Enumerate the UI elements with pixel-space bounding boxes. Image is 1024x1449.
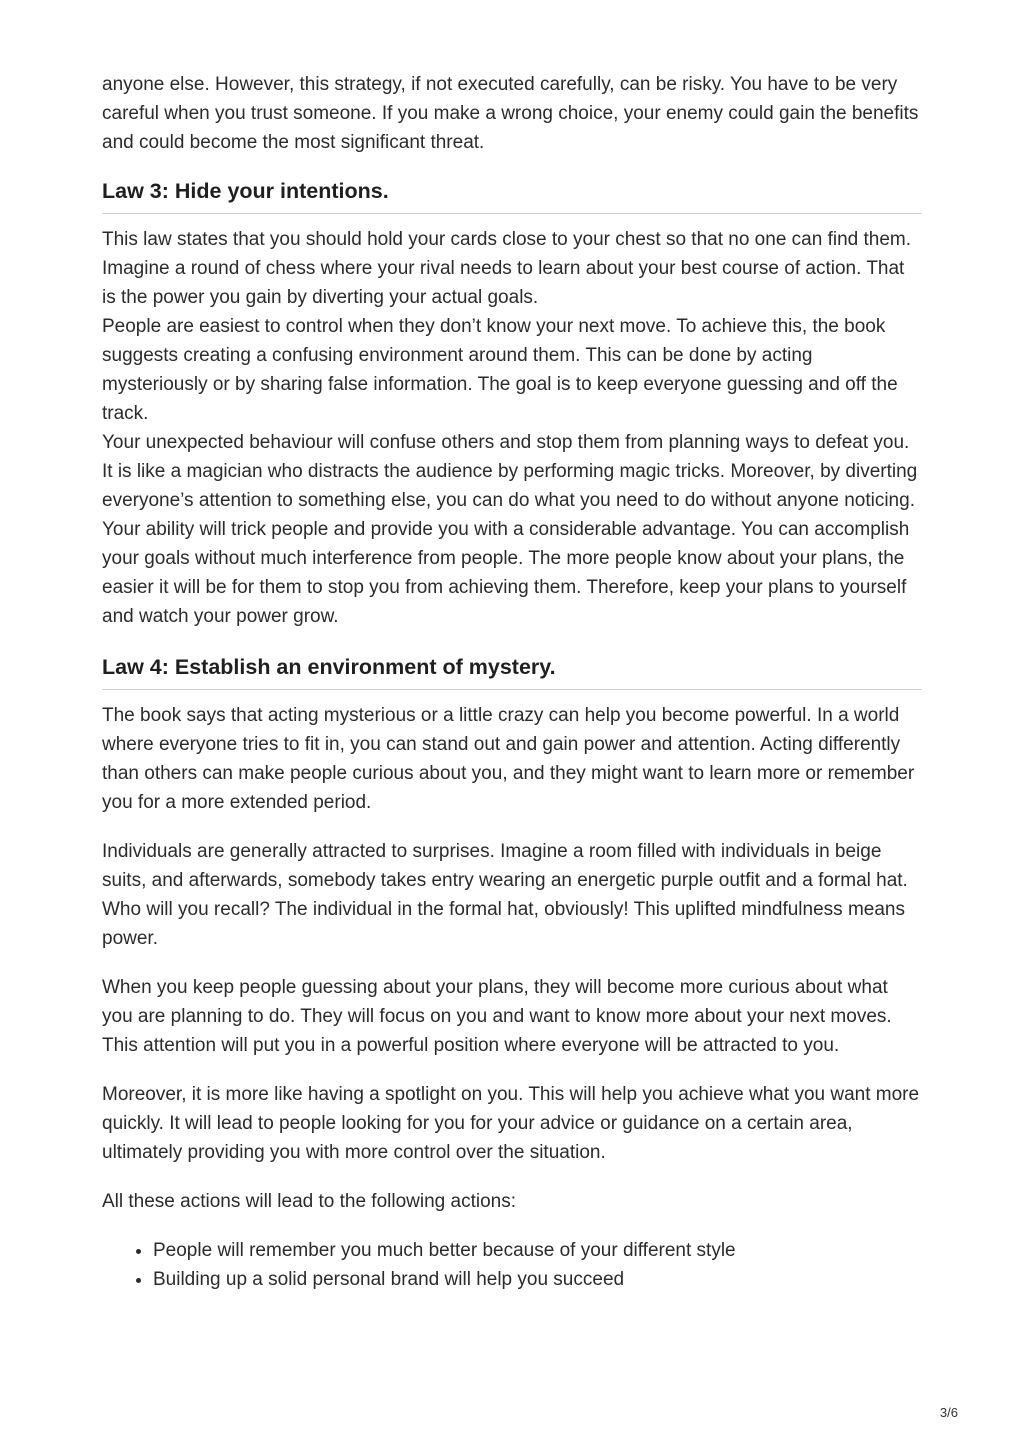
law3-paragraph-1: This law states that you should hold your cards close to your chest so that no one can find them. Imagine a round of chess where your rival needs to learn about your best course of action. That is the power you gain by diverting your actual goals.: [102, 229, 912, 308]
law3-paragraph-2: People are easiest to control when they don’t know your next move. To achieve this, the book suggests creating a confusing environment around them. This can be done by acting mysteriously or by sharing false information. The goal is to keep everyone guessing and off the track.: [102, 316, 898, 424]
law4-paragraph-2: Individuals are generally attracted to surprises. Imagine a room filled with individuals in beige suits, and afterwards, somebody takes entry wearing an energetic purple outfit and a formal hat. Who will you recall? The individual in the formal hat, obviously! This uplifted mindfulness means power.: [102, 841, 908, 949]
intro-paragraph: anyone else. However, this strategy, if not executed carefully, can be risky. You have to be very careful when you trust someone. If you make a wrong choice, your enemy could gain the benefits and could become the most significant threat.: [102, 74, 919, 153]
law4-paragraph-4: Moreover, it is more like having a spotlight on you. This will help you achieve what you want more quickly. It will lead to people looking for you for your advice or guidance on a certain area, ultimately providing you with more control over the situation.: [102, 1084, 920, 1163]
law4-bullet-list: [102, 1236, 922, 1294]
document-page: [102, 70, 922, 1294]
list-item: • People will remember you much better because of your different style: [153, 1236, 922, 1265]
law4-heading: Law 4: Establish an environment of mystery.: [102, 655, 922, 690]
law3-paragraph-4: Your ability will trick people and provide you with a considerable advantage. You can accomplish your goals without much interference from people. The more people know about your plans, the easier it will be for them to stop you from achieving them. Therefore, keep your plans to yourself and watch your power grow.: [102, 519, 910, 627]
law4-paragraph-1: The book says that acting mysterious or a little crazy can help you become powerful. In a world where everyone tries to fit in, you can stand out and gain power and attention. Acting differently than others can make people curious about you, and they might want to learn more or remember you for a more extended period.: [102, 705, 915, 813]
page-number: 3/6: [939, 1405, 958, 1420]
law3-paragraph-3: Your unexpected behaviour will confuse others and stop them from planning ways to defeat you. It is like a magician who distracts the audience by performing magic tricks. Moreover, by diverting everyone’s attention to something else, you can do what you need to do without anyone noticing.: [102, 432, 918, 511]
law4-paragraph-5: All these actions will lead to the following actions:: [102, 1191, 517, 1212]
list-item: • Building up a solid personal brand will help you succeed: [153, 1265, 922, 1294]
law3-heading: Law 3: Hide your intentions.: [102, 179, 922, 214]
law4-paragraph-3: When you keep people guessing about your plans, they will become more curious about what you are planning to do. They will focus on you and want to know more about your next moves. This attention will put you in a powerful position where everyone will be attracted to you.: [102, 977, 892, 1056]
